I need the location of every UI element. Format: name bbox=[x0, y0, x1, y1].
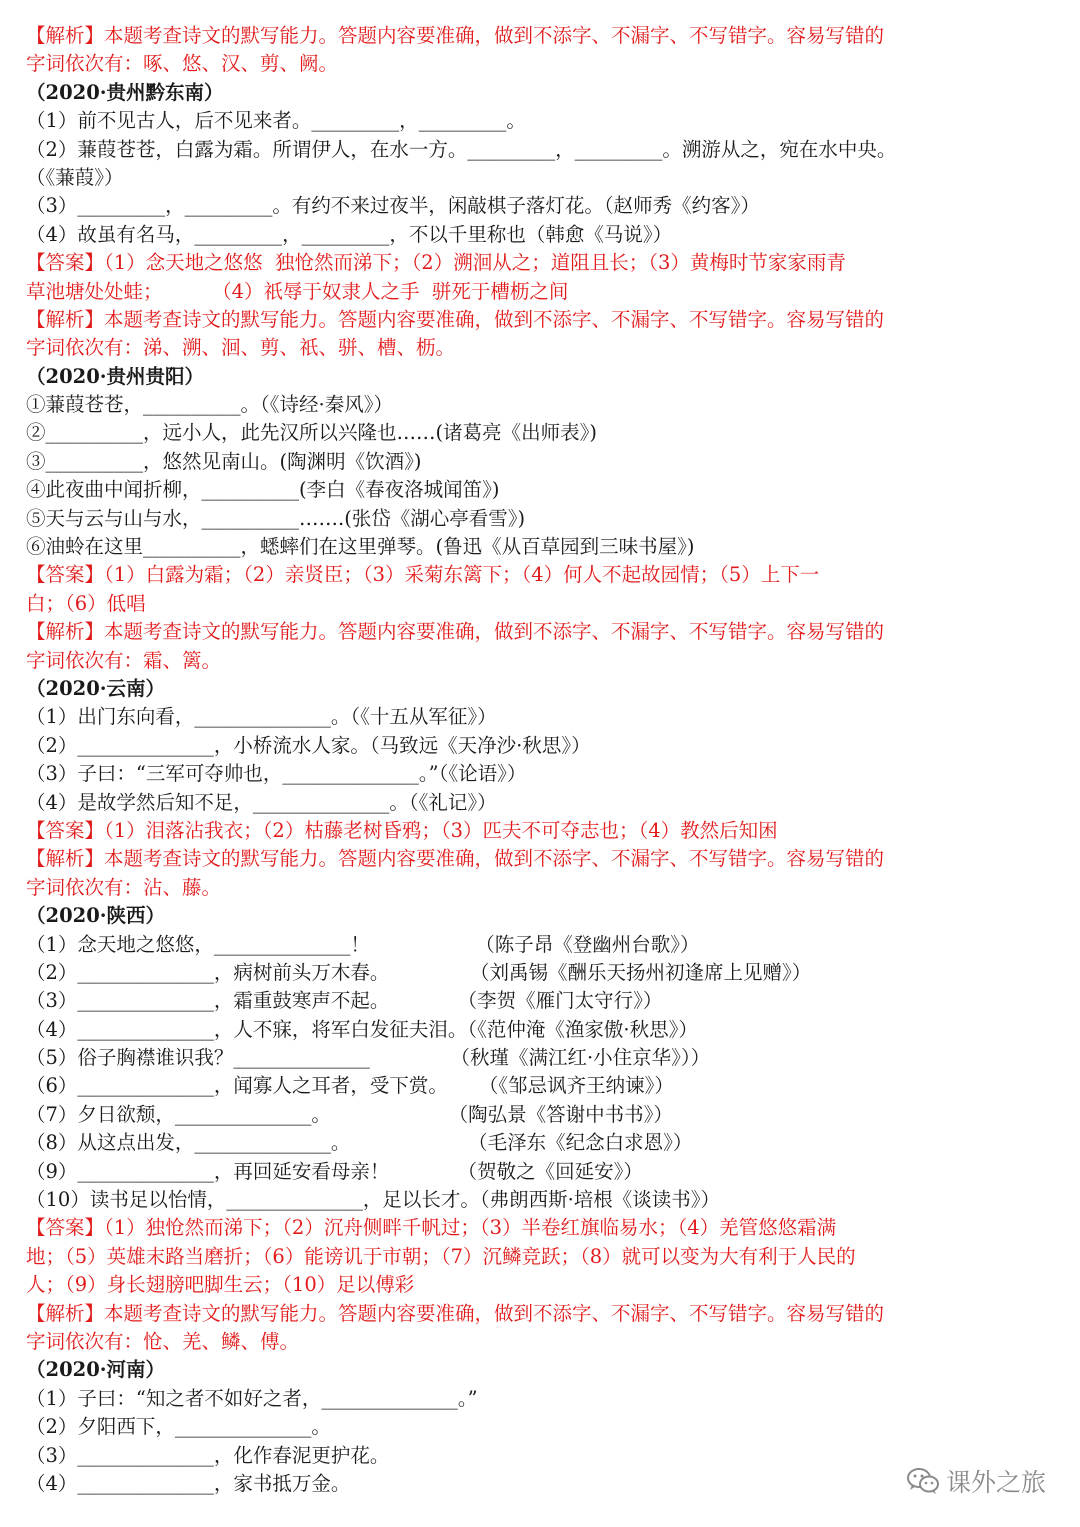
section-heading: （2020·云南） bbox=[26, 676, 166, 700]
answer-line: 【解析】本题考查诗文的默写能力。答题内容要准确，做到不添字、不漏字、不写错字。容易写错的 bbox=[26, 24, 885, 47]
answer-line: 【答案】（1）念天地之悠悠 独怆然而涕下；（2）溯洄从之；道阻且长；（3）黄梅时节家家雨青 bbox=[26, 251, 846, 275]
text-line: （1）子曰：“知之者不如好之者，______________。” bbox=[26, 1386, 478, 1410]
answer-line: 草池塘处处蛙； （4）祇辱于奴隶人之手 骈死于槽枥之间 bbox=[26, 279, 569, 303]
answer-line: 【答案】（1）泪落沾我衣；（2）枯藤老树昏鸦；（3）匹夫不可夺志也；（4）教然后知困 bbox=[26, 818, 778, 842]
answer-line: 【解析】本题考查诗文的默写能力。答题内容要准确，做到不添字、不漏字、不写错字。容易写错的 bbox=[26, 620, 885, 644]
text-line: （9）______________，再回延安看母亲！ （贺敬之《回延安》） bbox=[26, 1159, 643, 1183]
answer-line: 【解析】本题考查诗文的默写能力。答题内容要准确，做到不添字、不漏字、不写错字。容易写错的 bbox=[26, 307, 885, 331]
text-line: （8）从这点出发，______________。 （毛泽东《纪念白求恩》） bbox=[26, 1131, 693, 1155]
text-line: （5）俗子胸襟谁识我？______________ （秋瑾《满江红·小住京华》）） bbox=[26, 1046, 711, 1070]
text-line: ⑥油蛉在这里__________，蟋蟀们在这里弹琴。(鲁迅《从百草园到三味书屋》) bbox=[26, 535, 695, 559]
answer-line: 【答案】（1）独怆然而涕下；（2）沉舟侧畔千帆过；（3）半卷红旗临易水；（4）羌管悠悠霜满 bbox=[26, 1216, 837, 1240]
answer-line: 字词依次有：怆、羌、鳞、傅。 bbox=[26, 1329, 300, 1353]
text-line: （2）______________，小桥流水人家。（马致远《天净沙·秋思》） bbox=[26, 733, 591, 757]
text-line: （3）_________，_________。有约不来过夜半，闲敲棋子落灯花。（赵师秀《约客》） bbox=[26, 194, 760, 218]
text-line: （3）______________，霜重鼓寒声不起。 （李贺《雁门太守行》） bbox=[26, 989, 663, 1013]
text-line: ③__________，悠然见南山。(陶渊明《饮酒》) bbox=[26, 449, 422, 473]
answer-line: 【答案】（1）白露为霜；（2）亲贤臣；（3）采菊东篱下；（4）何人不起故园情；（5）上下一 bbox=[26, 563, 820, 587]
answer-line: 【解析】本题考查诗文的默写能力。答题内容要准确，做到不添字、不漏字、不写错字。容易写错的 bbox=[26, 1301, 885, 1325]
wechat-icon bbox=[906, 1466, 940, 1496]
answer-line: 人；（9）身长翅膀吧脚生云；（10）足以傅彩 bbox=[26, 1273, 415, 1297]
watermark-text: 课外之旅 bbox=[945, 1468, 1046, 1497]
text-line: （《蒹葭》） bbox=[26, 165, 124, 189]
answer-line: 白；（6）低唱 bbox=[26, 591, 146, 615]
answer-line: 字词依次有：啄、悠、汉、剪、阙。 bbox=[26, 52, 339, 76]
text-line: （1）出门东向看，______________。（《十五从军征》） bbox=[26, 705, 497, 729]
answer-line: 字词依次有：沾、藤。 bbox=[26, 875, 222, 899]
text-line: （3）子曰：“三军可夺帅也，______________。”（《论语》） bbox=[26, 762, 527, 786]
text-line: （6）______________，闻寡人之耳者，受下赏。 （《邹忌讽齐王纳谏》） bbox=[26, 1074, 674, 1098]
text-line: ①蒹葭苍苍，__________。（《诗经·秦风》） bbox=[26, 393, 393, 417]
text-line: （2）夕阳西下，______________。 bbox=[26, 1415, 331, 1439]
text-line: （1）念天地之悠悠，______________！ （陈子昂《登幽州台歌》） bbox=[26, 932, 700, 956]
section-heading: （2020·贵州贵阳） bbox=[26, 364, 205, 388]
text-line: （1）前不见古人，后不见来者。_________，_________。 bbox=[26, 109, 526, 133]
text-line: （4）故虽有名马，_________，_________，不以千里称也（韩愈《马说》） bbox=[26, 222, 673, 246]
text-line: ②__________，远小人，此先汉所以兴隆也……(诸葛亮《出师表》) bbox=[26, 421, 597, 445]
text-line: （4）______________，家书抵万金。 bbox=[26, 1471, 351, 1495]
text-line: （10）读书足以怡情，______________，足以长才。（弗朗西斯·培根《谈读书》） bbox=[26, 1188, 721, 1212]
text-line: （3）______________，化作春泥更护花。 bbox=[26, 1443, 390, 1467]
text-line: ⑤天与云与山与水，__________…….(张岱《湖心亭看雪》) bbox=[26, 506, 526, 530]
text-line: （2）______________，病树前头万木春。 （刘禹锡《酬乐天扬州初逢席上见赠》） bbox=[26, 960, 812, 984]
text-line: ④此夜曲中闻折柳，__________(李白《春夜洛城闻笛》) bbox=[26, 478, 500, 502]
section-heading: （2020·贵州黔东南） bbox=[26, 80, 224, 104]
text-line: （2）蒹葭苍苍，白露为霜。所谓伊人，在水一方。_________，_________。溯游从之，宛在水中央。 bbox=[26, 137, 897, 161]
watermark bbox=[906, 1463, 1046, 1499]
answer-line: 字词依次有：霜、篱。 bbox=[26, 648, 222, 672]
document-body bbox=[26, 22, 1056, 1498]
text-line: （4）是故学然后知不足，______________。（《礼记》） bbox=[26, 790, 497, 814]
section-heading: （2020·陕西） bbox=[26, 904, 166, 928]
answer-line: 地；（5）英雄末路当磨折；（6）能谤讥于市朝；（7）沉鳞竞跃；（8）就可以变为大有利于人民的 bbox=[26, 1244, 856, 1268]
text-line: （7）夕日欲颓，______________。 （陶弘景《答谢中书书》） bbox=[26, 1102, 673, 1126]
answer-line: 字词依次有：涕、溯、洄、剪、祇、骈、槽、枥。 bbox=[26, 336, 456, 360]
section-heading: （2020·河南） bbox=[26, 1358, 166, 1382]
text-line: （4）______________，人不寐，将军白发征夫泪。（《范仲淹《渔家傲·秋思》） bbox=[26, 1017, 698, 1041]
answer-line: 【解析】本题考查诗文的默写能力。答题内容要准确，做到不添字、不漏字、不写错字。容易写错的 bbox=[26, 847, 885, 871]
